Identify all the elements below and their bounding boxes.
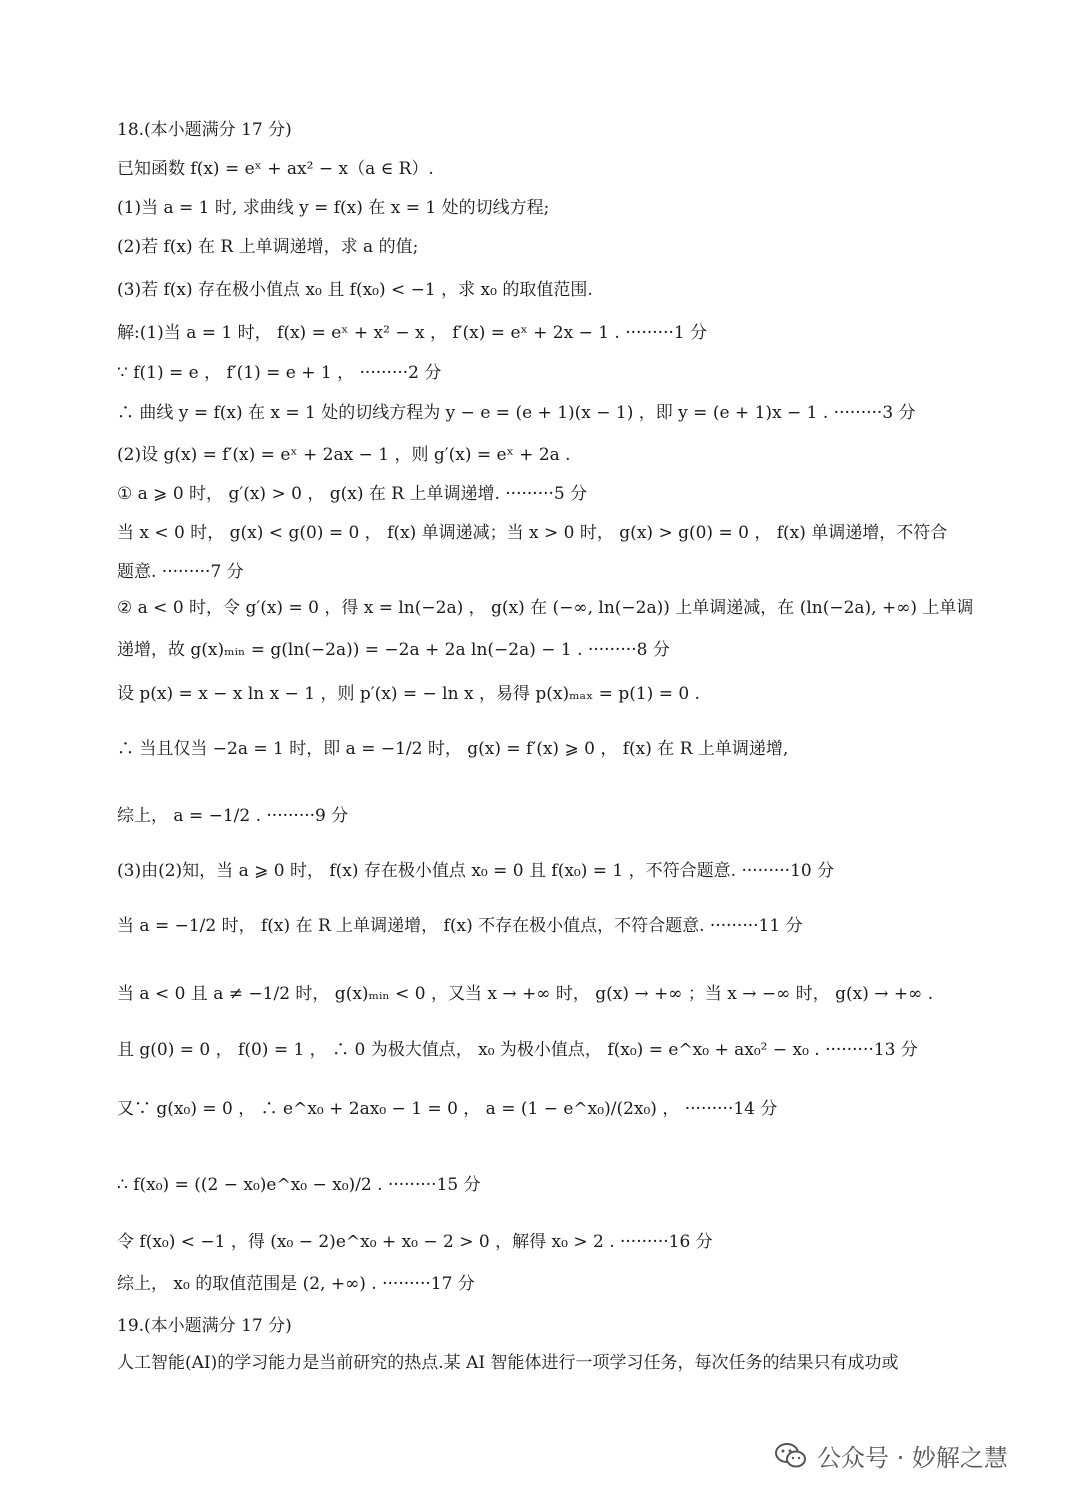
solution-line: 当 a < 0 且 a ≠ −1/2 时， g(x)ₘᵢₙ < 0 ，又当 x → +∞ 时， g(x) → +∞ ；当 x → −∞ 时， g(x) → +∞ . [117,984,934,1004]
watermark-text: 公众号 · 妙解之慧 [817,1444,1008,1472]
q19-header: 19.(本小题满分 17 分) [117,1316,292,1336]
solution-line: ② a < 0 时，令 g′(x) = 0 ，得 x = ln(−2a) ， g(x) 在 (−∞, ln(−2a)) 上单调递减，在 (ln(−2a), +∞) 上单调 [117,598,974,618]
q18-header: 18.(本小题满分 17 分) [117,120,292,140]
q18-stem: 已知函数 f(x) = eˣ + ax² − x（a ∈ R）. [117,159,434,179]
wechat-icon [775,1442,807,1470]
solution-line: (3)由(2)知，当 a ⩾ 0 时， f(x) 存在极小值点 x₀ = 0 且 f(x₀) = 1 ，不符合题意. ·········10 分 [117,861,835,881]
solution-line: ① a ⩾ 0 时， g′(x) > 0 ， g(x) 在 R 上单调递增. ·········5 分 [117,484,588,504]
solution-line: ∵ f(1) = e ， f′(1) = e + 1 ， ·········2 分 [117,363,442,383]
solution-line: 令 f(x₀) < −1 ，得 (x₀ − 2)e^x₀ + x₀ − 2 > 0 ，解得 x₀ > 2 . ·········16 分 [117,1232,713,1252]
q18-part2: (2)若 f(x) 在 R 上单调递增，求 a 的值; [117,237,419,257]
solution-line: 递增，故 g(x)ₘᵢₙ = g(ln(−2a)) = −2a + 2a ln(−2a) − 1 . ·········8 分 [117,640,670,660]
solution-line: 又∵ g(x₀) = 0 ， ∴ e^x₀ + 2ax₀ − 1 = 0 ， a = (1 − e^x₀)/(2x₀) ， ·········14 分 [117,1099,778,1119]
q19-stem: 人工智能(AI)的学习能力是当前研究的热点.某 AI 智能体进行一项学习任务，每次任务的结果只有成功或 [117,1353,899,1373]
q18-part1: (1)当 a = 1 时, 求曲线 y = f(x) 在 x = 1 处的切线方程; [117,198,550,218]
solution-line: 综上， x₀ 的取值范围是 (2, +∞) . ·········17 分 [117,1274,475,1294]
q18-part3: (3)若 f(x) 存在极小值点 x₀ 且 f(x₀) < −1 ，求 x₀ 的取值范围. [117,280,593,300]
solution-line: ∴ 曲线 y = f(x) 在 x = 1 处的切线方程为 y − e = (e + 1)(x − 1) ，即 y = (e + 1)x − 1 . ·········3 分 [117,403,916,423]
solution-line: 当 x < 0 时， g(x) < g(0) = 0 ， f(x) 单调递减；当 x > 0 时， g(x) > g(0) = 0 ， f(x) 单调递增，不符合 [117,523,948,543]
solution-line: 设 p(x) = x − x ln x − 1 ，则 p′(x) = − ln x ，易得 p(x)ₘₐₓ = p(1) = 0 . [117,684,700,704]
watermark [775,1438,1008,1473]
solution-line: 解:(1)当 a = 1 时， f(x) = eˣ + x² − x ， f′(x) = eˣ + 2x − 1 . ·········1 分 [117,323,708,343]
solution-line: 当 a = −1/2 时， f(x) 在 R 上单调递增， f(x) 不存在极小值点，不符合题意. ·········11 分 [117,916,803,936]
solution-line: 且 g(0) = 0 ， f(0) = 1 ， ∴ 0 为极大值点， x₀ 为极小值点， f(x₀) = e^x₀ + ax₀² − x₀ . ·········13 分 [117,1040,918,1060]
solution-line: ∴ 当且仅当 −2a = 1 时，即 a = −1/2 时， g(x) = f′(x) ⩾ 0 ， f(x) 在 R 上单调递增, [117,739,789,759]
solution-line: 题意. ·········7 分 [117,562,244,582]
solution-line: (2)设 g(x) = f′(x) = eˣ + 2ax − 1 ，则 g′(x) = eˣ + 2a . [117,445,571,465]
solution-line: 综上， a = −1/2 . ·········9 分 [117,806,349,826]
solution-line: ∴ f(x₀) = ((2 − x₀)e^x₀ − x₀)/2 . ·········15 分 [117,1175,481,1195]
